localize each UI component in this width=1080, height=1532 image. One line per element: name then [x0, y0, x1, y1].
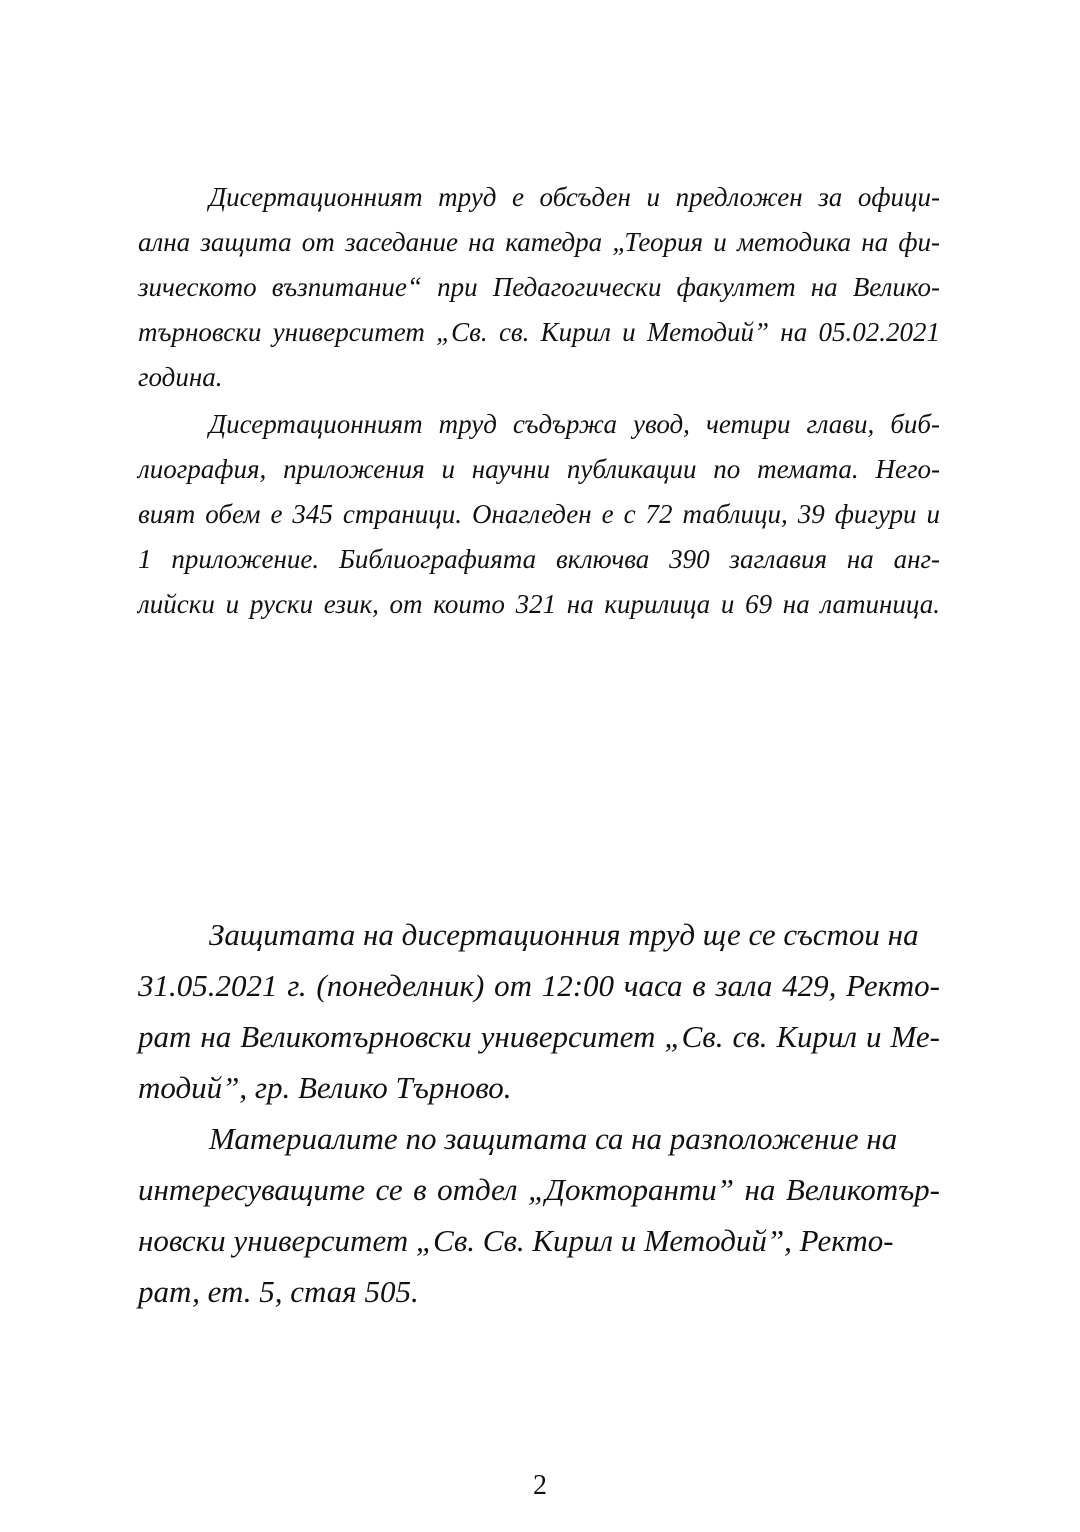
text-line: рат, ет. 5, стая 505.	[138, 1274, 419, 1309]
text-line: Дисертационният труд е обсъден и предложен за офици-	[209, 182, 940, 212]
text-line: новски университет „Св. Св. Кирил и Методий”, Ректо-	[138, 1223, 894, 1258]
text-line: зическото възпитание“ при Педагогически факултет на Велико-	[138, 272, 940, 302]
text-line: 1 приложение. Библиографията включва 390 заглавия на анг-	[138, 544, 940, 574]
text-line: интересуващите се в отдел „Докторанти” на Великотър-	[138, 1172, 940, 1207]
text-line: вият обем е 345 страници. Онагледен е с 72 таблици, 39 фигури и	[138, 499, 940, 529]
text-line: 31.05.2021 г. (понеделник) от 12:00 часа в зала 429, Ректо-	[138, 968, 940, 1003]
text-line: година.	[138, 362, 223, 392]
text-line: ална защита от заседание на катедра „Теория и методика на фи-	[138, 227, 940, 257]
text-line: лийски и руски език, от които 321 на кирилица и 69 на латиница.	[138, 589, 940, 619]
text-line: лиография, приложения и научни публикации по темата. Него-	[138, 454, 940, 484]
text-line: Материалите по защитата са на разположение на	[209, 1121, 898, 1156]
text-line: тодий”, гр. Велико Търново.	[138, 1070, 512, 1105]
text-line: Дисертационният труд съдържа увод, четири глави, биб-	[209, 409, 940, 439]
page-number: 2	[533, 1470, 547, 1501]
text-line: търновски университет „Св. св. Кирил и Методий” на 05.02.2021	[138, 317, 940, 347]
text-line: рат на Великотърновски университет „Св. св. Кирил и Ме-	[138, 1019, 940, 1054]
text-line: Защитата на дисертационния труд ще се състои на	[209, 917, 919, 952]
